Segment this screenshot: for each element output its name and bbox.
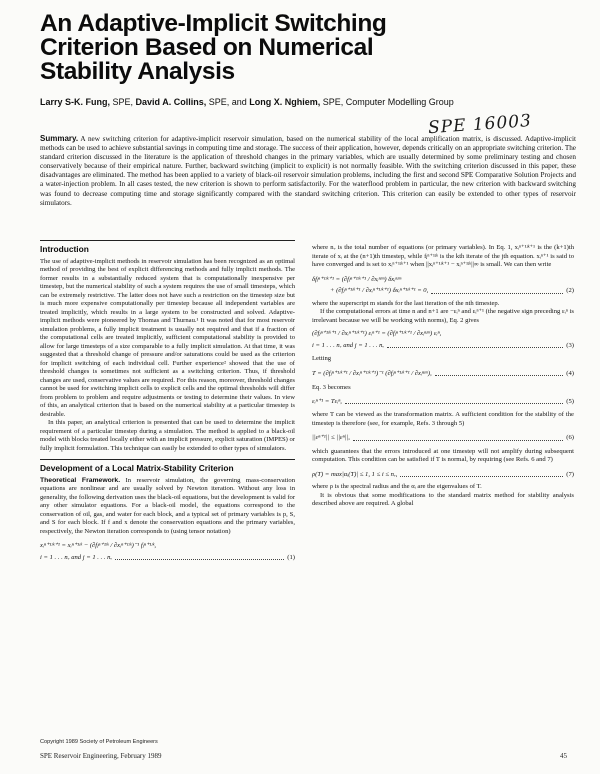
becomes-text: Eq. 3 becomes xyxy=(312,384,351,391)
equation-1 xyxy=(40,542,295,551)
right-paragraph-4: where T can be viewed as the transformation matrix. A sufficient condition for the stability of the timestep is therefore (see, for example, Refs. 3 through 5) xyxy=(312,411,574,427)
summary-lead: Summary. xyxy=(40,134,79,143)
equation-3 xyxy=(312,330,574,339)
development-heading: Development of a Local Matrix-Stability Criterion xyxy=(40,463,234,473)
title-line-2: Criterion Based on Numerical xyxy=(40,34,374,61)
equation-5-body: εᵢⁿ⁺¹ = Tεᵢⁿ, xyxy=(312,397,342,405)
equation-2-line-a xyxy=(312,276,574,285)
right-column xyxy=(312,244,574,509)
spe-number-stamp: SPE 16003 xyxy=(427,111,533,139)
equation-7-number: (7) xyxy=(566,470,574,478)
author-1: Larry S-K. Fung, xyxy=(40,97,111,107)
leader-dots xyxy=(435,370,564,377)
equation-3-range-row xyxy=(312,342,574,351)
equation-6-body: ||εⁿ⁺¹|| ≤ ||εⁿ||, xyxy=(312,434,350,441)
development-paragraph-1 xyxy=(40,477,295,537)
development-text: In reservoir simulation, the governing mass-conservation equations are nonlinear and are usually solved by Newton iteration. Without any loss in generality, the following derivation uses the black-oil equations, but the development is valid for any other simulator equations. For a black-oil model, the equations correspond to the conservation of oil, gas, and water for each block, and a typical set of primary variables is p, S, and S for each block. If f and x denote the conservation equations and the primary variables, respectively, the Newton iteration corresponds to (using tensor notation) xyxy=(40,476,296,535)
equation-2-line-b xyxy=(312,287,574,296)
title-line-1: An Adaptive-Implicit Switching xyxy=(40,10,387,37)
equation-2-part-a: δfⱼⁿ⁺¹ʲᵏ⁺¹ = (∂fⱼⁿ⁺¹ʲᵏ⁺¹ / ∂xᵢⁿʲᵐ) δxᵢⁿʲᵐ xyxy=(312,275,402,283)
equation-1-body: xᵢⁿ⁺¹ʲᵏ⁺¹ = xᵢⁿ⁺¹ʲᵏ − (∂fⱼⁿ⁺¹ʲᵏ / ∂xᵢⁿ⁺¹ʲᵏ)⁻¹ fⱼⁿ⁺¹ʲᵏ, xyxy=(40,542,156,549)
leader-dots xyxy=(400,471,563,478)
equation-6 xyxy=(312,434,574,443)
title-line-3: Stability Analysis xyxy=(40,58,235,85)
section-rule xyxy=(40,240,295,241)
equation-3-number: (3) xyxy=(566,341,574,349)
summary-text: A new switching criterion for adaptive-implicit reservoir simulation, based on the numerical stability of the local amplification matrix, is discussed. Adaptive-implicit methods can be used to achieve substantial savings in computing time and storage. The success of their application, however, depends critically on an appropriate switching criterion. The standard criterion discussed in the literature is the application of threshold changes in the primary variables, which are usually determined by some preliminary testing and chosen conservatively because of their empirical nature. Further, backward switching (implicit to explicit) is not normally feasible. With the switching criterion discussed in this paper, these disadvantages are eliminated. The method has been applied to a variety of black-oil reservoir simulation problems, including the first and second SPE Comparative Solution Projects and a water-injection problem. In all cases tested, the new criterion is shown to perform satisfactorily. For the waterflood problem in particular, the new criterion with backward switching was found to decrease computing time and storage significantly compared with the standard switching criterion. This criterion can easily be extended to other types of reservoir simulators. xyxy=(40,135,576,207)
author-2: David A. Collins, xyxy=(135,97,207,107)
left-column xyxy=(40,240,295,565)
equation-4 xyxy=(312,370,574,379)
summary-block xyxy=(40,134,576,208)
author-line xyxy=(40,97,580,107)
letting-text: Letting xyxy=(312,355,332,362)
right-paragraph-6: where ρ is the spectral radius and the αᵢ are the eigenvalues of T. xyxy=(312,483,482,490)
equation-4-body: T = (∂fⱼⁿ⁺¹ʲᵏ⁺¹ / ∂xᵢⁿ⁺¹ʲᵏ⁺¹)⁻¹ (∂fⱼⁿ⁺¹ʲᵏ⁺¹ / ∂xᵢⁿʲᵐ), xyxy=(312,369,432,377)
paper-title xyxy=(40,12,470,84)
theoretical-framework-runin: Theoretical Framework. xyxy=(40,476,121,484)
journal-footer: SPE Reservoir Engineering, February 1989 xyxy=(40,752,162,760)
intro-paragraph-1: The use of adaptive-implicit methods in reservoir simulation has been recognized as an optimal method of providing the best of explicit differencing methods and fully implicit methods. The former results in a substantially reduced system that is computationally inexpensive per timestep, but the numerical stability of such a system requires the use of small timesteps, which can be extremely restrictive. The latter does not have such a restriction on the timestep size but is much more expensive computationally per timestep because all independent variables are treated implicitly, which results in a large system to be constructed and solved. Adaptive-implicit methods were pioneered by Thomas and Thurnau.¹ It was noted that for most reservoir simulation problems, a fully implicit treatment is usually not required and that if a fraction of the computational cells are treated implicitly, sufficient computational stability is provided to allow for large timesteps of a size comparable to a fully implicit simulation. At that time, it was suggested that a threshold change of pressure and/or saturations could be used as the criterion for implicit switching of each individual cell. Further experience² showed that the use of threshold changes is sometimes not sufficient as a switching criterion. Thus, if threshold changes are used, conservative values are required. For this reason, moreover, threshold changes cannot be used for switching implicit cells to explicit cells and the optimal thresholds will differ from problem to problem and require adjustments or testing to determine their values. In view of this, an analytical criterion that is based on the numerical stability at a particular timestep is desirable. xyxy=(40,257,295,418)
section-rule xyxy=(40,459,295,460)
equation-7-body: ρ(T) = max|αᵢ(T)| ≤ 1, 1 ≤ i ≤ nᵥ, xyxy=(312,470,398,478)
author-2-affiliation: SPE, and xyxy=(206,97,250,107)
introduction-heading: Introduction xyxy=(40,244,89,254)
equation-3-body: (∂fⱼⁿ⁺¹ʲᵏ⁺¹ / ∂xᵢⁿ⁺¹ʲᵏ⁺¹) εᵢⁿ⁺¹ = (∂fⱼⁿ⁺¹ʲᵏ⁺¹ / ∂xᵢⁿʲᵐ) εᵢⁿ, xyxy=(312,330,442,337)
equation-3-range: i = 1 . . . nᵥ and j = 1 . . . nᵥ xyxy=(312,341,385,349)
equation-2-number: (2) xyxy=(566,287,574,294)
equation-1-number: (1) xyxy=(287,553,295,561)
author-3-affiliation: SPE, Computer Modelling Group xyxy=(320,97,454,107)
leader-dots xyxy=(431,287,563,294)
equation-7 xyxy=(312,471,574,480)
right-paragraph-1: where nᵥ is the total number of equations (or primary variables). In Eq. 1, xᵢⁿ⁺¹ʲᵏ⁺¹ is the (k+1)th iterate of xᵢ at the (n+1)th timestep, while fⱼⁿ⁺¹ʲᵏ is the kth iterate of the jth equation. xᵢⁿ⁺¹ is said to have converged and is set to xᵢⁿ⁺¹ʲᵏ⁺¹ when ||xᵢⁿ⁺¹ʲᵏ⁺¹ − xᵢⁿ⁺¹ʲᵏ||∞ is small. We can then write xyxy=(312,244,574,268)
right-paragraph-7: It is obvious that some modifications to the standard matrix method for stability analysis described above are required. A global xyxy=(312,491,574,507)
equation-1-range: i = 1 . . . nᵥ and j = 1 . . . nᵥ xyxy=(40,553,113,561)
author-1-affiliation: SPE, xyxy=(110,97,136,107)
right-paragraph-2: where the superscript m stands for the last iteration of the nth timestep. xyxy=(312,299,500,307)
equation-5 xyxy=(312,398,574,407)
copyright-notice: Copyright 1989 Society of Petroleum Engineers xyxy=(40,739,158,745)
intro-paragraph-2: In this paper, an analytical criterion is presented that can be used to determine the implicit requirement of a particular timestep during a simulation. The method is applied to a black-oil model with blocks treated locally either with an implicit pressure, explicit saturation (IMPES) or fully implicit formulation. This technique can easily be extended to other types of simulators. xyxy=(40,419,295,452)
leader-dots xyxy=(353,434,563,441)
right-paragraph-3: If the computational errors at time n and n+1 are −εᵢⁿ and εᵢⁿ⁺¹ (the negative sign preceding εᵢⁿ is irrelevant because we will be working with norms), Eq. 2 gives xyxy=(312,308,574,324)
leader-dots xyxy=(345,398,563,405)
author-3: Long X. Nghiem, xyxy=(249,97,321,107)
leader-dots xyxy=(387,342,563,349)
leader-dots xyxy=(115,554,284,561)
equation-2-part-b: + (∂fⱼⁿ⁺¹ʲᵏ⁺¹ / ∂xᵢⁿ⁺¹ʲᵏ⁺¹) δxᵢⁿ⁺¹ʲᵏ⁺¹ = 0, xyxy=(330,287,429,294)
equation-4-number: (4) xyxy=(566,369,574,377)
right-paragraph-5: which guarantees that the errors introduced at one timestep will not amplify during subsequent computation. This condition can be satisfied if T is normal, by requiring (see Refs. 6 and 7) xyxy=(312,447,574,463)
equation-1-range-row xyxy=(40,554,295,563)
page-number: 45 xyxy=(560,752,567,760)
equation-5-number: (5) xyxy=(566,397,574,405)
equation-6-number: (6) xyxy=(566,434,574,441)
